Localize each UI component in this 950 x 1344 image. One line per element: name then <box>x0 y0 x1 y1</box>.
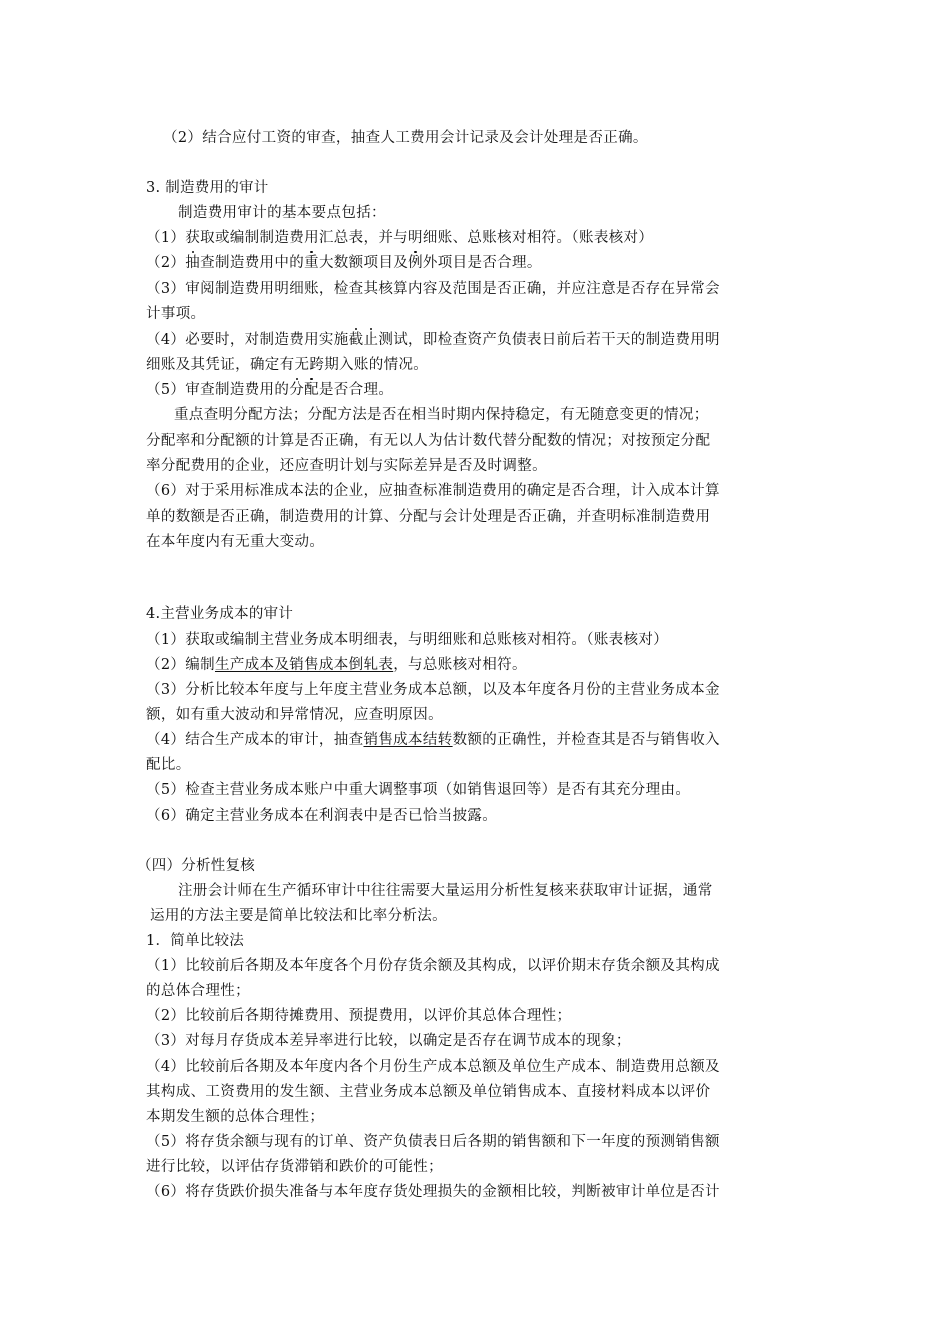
section-heading: （四）分析性复核 <box>137 858 255 874</box>
section-heading: 4.主营业务成本的审计 <box>146 606 294 622</box>
list-item: （6）将存货跌价损失准备与本年度存货处理损失的金额相比较，判断被审计单位是否计 <box>146 1184 720 1200</box>
paragraph-line: 本期发生额的总体合理性； <box>146 1109 325 1125</box>
underlined-term: 销售成本结转 <box>363 732 453 748</box>
list-item: （5）检查主营业务成本账户中重大调整事项（如销售退回等）是否有其充分理由。 <box>146 782 691 798</box>
list-item: （6）确定主营业务成本在利润表中是否已恰当披露。 <box>146 808 498 824</box>
paragraph-line: 在本年度内有无重大变动。 <box>146 534 325 550</box>
paragraph-line: 的总体合理性； <box>146 983 250 999</box>
list-item: （6）对于采用标准成本法的企业，应抽查标准制造费用的确定是否合理，计入成本计算 <box>146 483 720 499</box>
paragraph-line: 注册会计师在生产循环审计中往往需要大量运用分析性复核来获取审计证据，通常 <box>178 883 713 899</box>
list-item: （3）审阅制造费用明细账，检查其核算内容及范围是否正确，并应注意是否存在异常会 <box>146 281 720 297</box>
subsection-heading: 1．简单比较法 <box>146 933 244 949</box>
paragraph-line: （2）结合应付工资的审查，抽查人工费用会计记录及会计处理是否正确。 <box>163 130 648 146</box>
paragraph-line: 重点查明分配方法；分配方法是否在相当时期内保持稳定，有无随意变更的情况； <box>174 407 709 423</box>
list-item: （5）将存货余额与现有的订单、资产负债表日后各期的销售额和下一年度的预测销售额 <box>146 1134 720 1150</box>
list-item: （1）获取或编制主营业务成本明细表，与明细账和总账核对相符。（账表核对） <box>146 632 669 648</box>
list-item: （2）编制生产成本及销售成本倒轧表，与总账核对相符。 <box>146 657 527 673</box>
section-heading: 3. 制造费用的审计 <box>146 180 269 196</box>
list-item: （4）必要时，对制造费用实施截止测试，即检查资产负债表日前后若干天的制造费用明 <box>146 332 720 348</box>
paragraph-line: 制造费用审计的基本要点包括： <box>178 205 386 221</box>
paragraph-line: 率分配费用的企业，还应查明计划与实际差异是否及时调整。 <box>146 458 547 474</box>
list-item: （1）比较前后各期及本年度各个月份存货余额及其构成，以评价期末存货余额及其构成 <box>146 958 720 974</box>
paragraph-line: 额，如有重大波动和异常情况，应查明原因。 <box>146 707 443 723</box>
paragraph-line: 单的数额是否正确，制造费用的计算、分配与会计处理是否正确，并查明标准制造费用 <box>146 509 711 525</box>
list-item: （4）结合生产成本的审计，抽查销售成本结转数额的正确性，并检查其是否与销售收入 <box>146 732 720 748</box>
paragraph-line: 运用的方法主要是简单比较法和比率分析法。 <box>150 908 447 924</box>
list-item: （4）比较前后各期及本年度内各个月份生产成本总额及单位生产成本、制造费用总额及 <box>146 1059 720 1075</box>
paragraph-line: 其构成、工资费用的发生额、主营业务成本总额及单位销售成本、直接材料成本以评价 <box>146 1084 711 1100</box>
paragraph-line: 计事项。 <box>146 306 206 322</box>
list-item: （3）对每月存货成本差异率进行比较，以确定是否存在调节成本的现象； <box>146 1033 631 1049</box>
list-item: （3）分析比较本年度与上年度主营业务成本总额，以及本年度各月份的主营业务成本金 <box>146 682 720 698</box>
paragraph-line: 细账及其凭证，确定有无跨期入账的情况。 <box>146 357 429 373</box>
underlined-term: 生产成本及销售成本倒轧表 <box>214 657 394 673</box>
list-item: （1）获取或编制制造费用汇总表，并与明细账、总账核对相符。（账表核对） <box>146 230 654 246</box>
list-item: （5）审查制造费用的分配是否合理。 <box>146 382 394 398</box>
paragraph-line: 配比。 <box>146 757 191 773</box>
list-item: （2）比较前后各期待摊费用、预提费用，以评价其总体合理性； <box>146 1008 572 1024</box>
paragraph-line: 进行比较，以评估存货滞销和跌价的可能性； <box>146 1159 443 1175</box>
list-item: （2）抽查制造费用中的重大数额项目及例外项目是否合理。 <box>146 255 542 271</box>
paragraph-line: 分配率和分配额的计算是否正确，有无以人为估计数代替分配数的情况；对按预定分配 <box>146 433 711 449</box>
